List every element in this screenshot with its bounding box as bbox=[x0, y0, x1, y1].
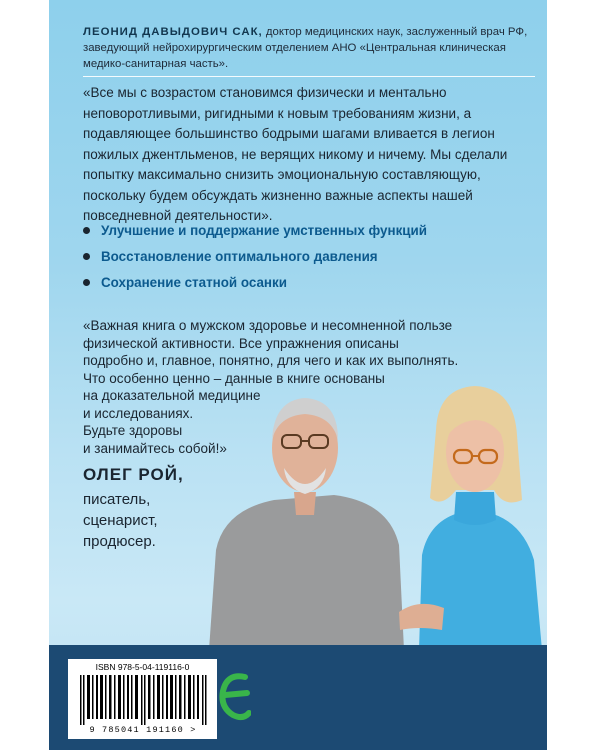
benefit-item: Восстановление оптимального давления bbox=[83, 248, 523, 274]
divider-line bbox=[83, 76, 535, 77]
bullet-dot bbox=[83, 279, 90, 286]
barcode-icon bbox=[78, 675, 208, 725]
endorser-name: ОЛЕГ РОЙ, bbox=[83, 465, 184, 484]
publisher-logo-icon bbox=[217, 667, 251, 725]
couple-photo bbox=[204, 380, 547, 650]
benefit-item: Сохранение статной осанки bbox=[83, 274, 523, 300]
endorsement-quote: «Важная книга о мужском здоровье и несомненной пользе физической активности. Все упражнения описаны подробно и, главное, понятно, для чего и как их выполнять. Что особенно ценно – данные в книге основаны на доказательной медицине и исследованиях. Будьте здоровы и занимайтесь собой!» bbox=[83, 318, 459, 456]
author-bio: доктор медицинских наук, заслуженный врач РФ, заведующий нейрохирургическим отделением АНО «Центральная клиническая медико-санитарная часть». bbox=[83, 26, 528, 70]
barcode-digits: 9 785041 191160 > bbox=[89, 725, 197, 735]
publisher-band bbox=[49, 645, 547, 750]
back-cover bbox=[49, 0, 547, 750]
endorser-role: писатель, сценарист, продюсер. bbox=[83, 491, 158, 550]
isbn-label: ISBN 978-5-04-119116-0 bbox=[95, 662, 190, 672]
bullet-dot bbox=[83, 253, 90, 260]
benefit-item: Улучшение и поддержание умственных функций bbox=[83, 222, 523, 248]
author-quote: «Все мы с возрастом становимся физически и ментально неповоротливыми, ригидными к новым требованиям жизни, а подавляющее большинство бодрыми шагами вливается в легион пожилых джентльменов, не верящих никому и ничему. Мы сделали попытку максимально снизить эмоциональную составляющую, поскольку будем обсуждать жизненно важные аспекты нашей повседневной деятельности». bbox=[83, 85, 508, 223]
author-info bbox=[83, 24, 533, 72]
bullet-dot bbox=[83, 227, 90, 234]
author-name: ЛЕОНИД ДАВЫДОВИЧ САК, bbox=[83, 26, 263, 38]
benefits-list bbox=[83, 222, 523, 300]
barcode-box bbox=[68, 659, 217, 739]
